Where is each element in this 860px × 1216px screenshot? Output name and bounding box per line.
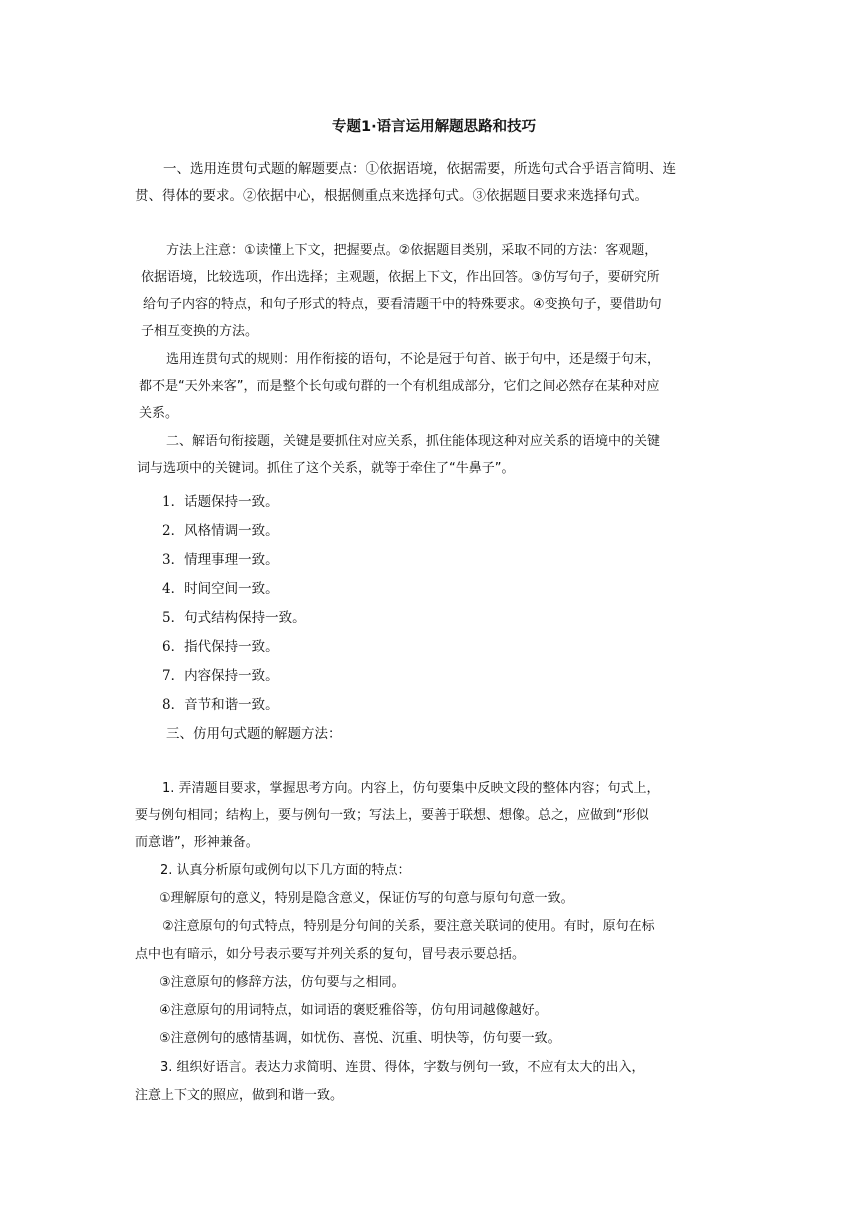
methods-line3: 给句子内容的特点，和句子形式的特点，要看清题干中的特殊要求。④变换句子，要借助句 bbox=[143, 297, 662, 312]
section3-heading: 三、仿用句式题的解题方法： bbox=[166, 726, 342, 742]
list-item-4: 4．时间空间一致。 bbox=[162, 581, 279, 597]
section3-p1-line3: 而意谐”，形神兼备。 bbox=[135, 835, 259, 850]
section3-p2: 2. 认真分析原句或例句以下几方面的特点： bbox=[160, 863, 411, 878]
list-item-3: 3．情理事理一致。 bbox=[162, 552, 279, 568]
section2-line2: 词与选项中的关键词。抓住了这个关系，就等于牵住了“牛鼻子”。 bbox=[137, 461, 515, 476]
methods-line1: 方法上注意：①读懂上下文，把握要点。②依据题目类别，采取不同的方法：客观题， bbox=[166, 243, 658, 258]
section3-s2-line1: ②注意原句的句式特点，特别是分句间的关系，要注意关联词的使用。有时，原句在标 bbox=[162, 919, 655, 934]
section3-s1: ①理解原句的意义，特别是隐含意义，保证仿写的句意与原句句意一致。 bbox=[159, 891, 574, 906]
page-title: 专题1·语言运用解题思路和技巧 bbox=[332, 119, 537, 135]
section3-p1-line1: 1. 弄清题目要求，掌握思考方向。内容上，仿句要集中反映文段的整体内容；句式上， bbox=[162, 781, 660, 796]
section3-s3: ③注意原句的修辞方法，仿句要与之相同。 bbox=[159, 975, 405, 990]
rules-line3: 关系。 bbox=[139, 406, 179, 421]
section3-s5: ⑤注意例句的感情基调，如忧伤、喜悦、沉重、明快等，仿句要一致。 bbox=[159, 1031, 561, 1046]
list-item-8: 8．音节和谐一致。 bbox=[162, 697, 279, 713]
rules-line2: 都不是“天外来客”，而是整个长句或句群的一个有机组成部分，它们之间必然存在某种对应 bbox=[139, 379, 660, 394]
section3-p1-line2: 要与例句相同；结构上，要与例句一致；写法上，要善于联想、想像。总之，应做到“形似 bbox=[135, 808, 649, 823]
section3-p3-line1: 3. 组织好语言。表达力求简明、连贯、得体，字数与例句一致，不应有太大的出入， bbox=[160, 1060, 645, 1075]
list-item-7: 7．内容保持一致。 bbox=[162, 668, 279, 684]
methods-line4: 子相互变换的方法。 bbox=[141, 324, 259, 339]
list-item-5: 5．句式结构保持一致。 bbox=[162, 610, 306, 626]
list-item-6: 6．指代保持一致。 bbox=[162, 639, 279, 655]
section2-line1: 二、解语句衔接题，关键是要抓住对应关系，抓住能体现这种对应关系的语境中的关键 bbox=[166, 434, 661, 449]
methods-line2: 依据语境，比较选项，作出选择；主观题，依据上下文，作出回答。③仿写句子，要研究所 bbox=[141, 270, 660, 285]
section3-p3-line2: 注意上下文的照应，做到和谐一致。 bbox=[135, 1088, 344, 1103]
section1-line2: 贯、得体的要求。②依据中心，根据侧重点来选择句式。③依据题目要求来选择句式。 bbox=[135, 188, 648, 204]
section3-s2-line2: 点中也有暗示，如分号表示要写并列关系的复句，冒号表示要总括。 bbox=[135, 947, 526, 962]
list-item-1: 1．话题保持一致。 bbox=[162, 494, 279, 510]
list-item-2: 2．风格情调一致。 bbox=[162, 523, 279, 539]
section3-s4: ④注意原句的用词特点，如词语的褒贬雅俗等，仿句用词越像越好。 bbox=[159, 1003, 548, 1018]
section1-line1: 一、选用连贯句式题的解题要点：①依据语境，依据需要，所选句式合乎语言简明、连 bbox=[163, 161, 676, 177]
rules-line1: 选用连贯句式的规则：用作衔接的语句，不论是冠于句首、嵌于句中，还是缀于句末， bbox=[166, 352, 661, 367]
